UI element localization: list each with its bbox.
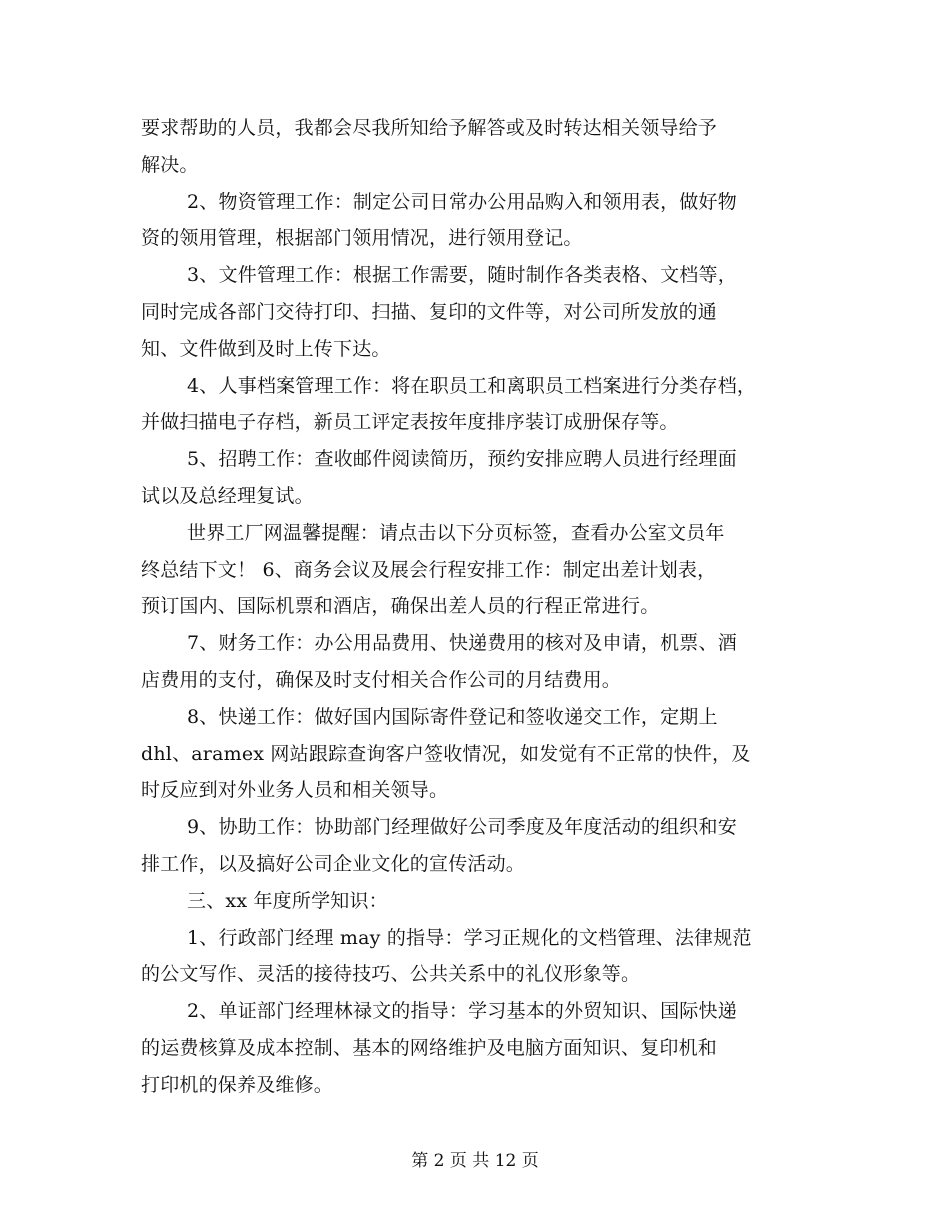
text-line-1: 要求帮助的人员，我都会尽我所知给予解答或及时转达相关领导给予 xyxy=(141,117,718,139)
section-heading: 三、xx 年度所学知识： xyxy=(187,889,388,912)
text-line-8: 4、人事档案管理工作：将在职员工和离职员工档案进行分类存档， xyxy=(187,374,757,397)
text-line-21: 排工作，以及搞好公司企业文化的宣传活动。 xyxy=(141,852,526,875)
text-line-4: 资的领用管理，根据部门领用情况，进行领用登记。 xyxy=(141,227,583,250)
text-line-2: 解决。 xyxy=(141,153,199,176)
text-line-23: 1、行政部门经理 may 的指导：学习正规化的文档管理、法律规范 xyxy=(187,926,752,949)
text-line-6: 同时完成各部门交待打印、扫描、复印的文件等，对公司所发放的通 xyxy=(141,300,718,323)
text-line-18: dhl、aramex 网站跟踪查询客户签收情况，如发觉有不正常的快件，及 xyxy=(141,742,751,765)
text-line-5: 3、文件管理工作：根据工作需要，随时制作各类表格、文档等， xyxy=(187,264,737,287)
page-body xyxy=(141,110,821,1104)
page-footer: 第 2 页 共 12 页 xyxy=(411,1151,539,1171)
text-line-16: 店费用的支付，确保及时支付相关合作公司的月结费用。 xyxy=(141,668,622,691)
text-line-25: 2、单证部门经理林禄文的指导：学习基本的外贸知识、国际快递 xyxy=(187,1000,737,1023)
text-line-20: 9、协助工作：协助部门经理做好公司季度及年度活动的组织和安 xyxy=(187,816,737,839)
text-line-11: 试以及总经理复试。 xyxy=(141,484,314,507)
text-line-7: 知、文件做到及时上传下达。 xyxy=(141,337,391,360)
text-line-27: 打印机的保养及维修。 xyxy=(141,1073,334,1096)
text-line-24: 的公文写作、灵活的接待技巧、公共关系中的礼仪形象等。 xyxy=(141,963,641,986)
text-line-13: 终总结下文！ 6、商务会议及展会行程安排工作：制定出差计划表， xyxy=(141,558,717,581)
text-line-3: 2、物资管理工作：制定公司日常办公用品购入和领用表，做好物 xyxy=(187,190,737,213)
text-line-26: 的运费核算及成本控制、基本的网络维护及电脑方面知识、复印机和 xyxy=(141,1036,718,1059)
text-line-17: 8、快递工作：做好国内国际寄件登记和签收递交工作，定期上 xyxy=(187,705,718,728)
text-line-9: 并做扫描电子存档，新员工评定表按年度排序装订成册保存等。 xyxy=(141,411,679,434)
text-line-12: 世界工厂网温馨提醒：请点击以下分页标签，查看办公室文员年 xyxy=(187,521,725,544)
text-line-19: 时反应到对外业务人员和相关领导。 xyxy=(141,779,449,802)
text-line-15: 7、财务工作：办公用品费用、快递费用的核对及申请，机票、酒 xyxy=(187,632,737,655)
text-line-10: 5、招聘工作：查收邮件阅读简历，预约安排应聘人员进行经理面 xyxy=(187,448,737,471)
text-line-14: 预订国内、国际机票和酒店，确保出差人员的行程正常进行。 xyxy=(141,595,660,618)
